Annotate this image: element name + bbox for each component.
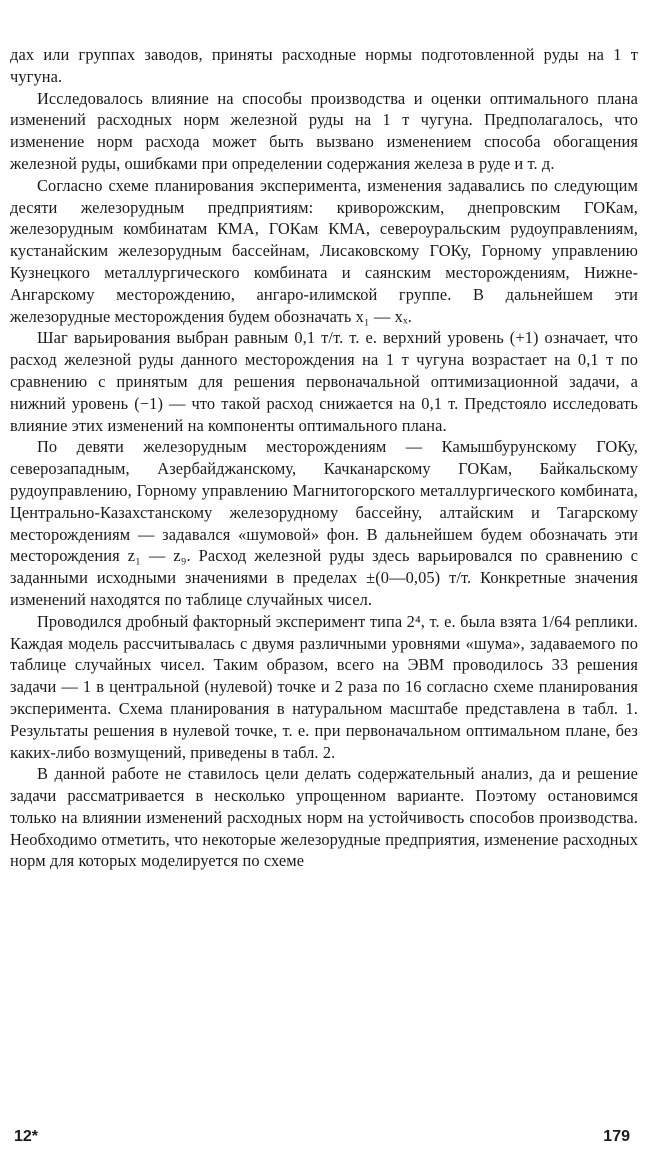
paragraph-5: По девяти железорудным месторождениям — Камышбурунскому ГОКу, северозападным, Азербайджанскому, Качканарскому ГОКам, Байкальскому рудоуправлению, Горному управлению Магнитогорского металлургического комбината, Центрально-Казахстанскому железорудному бассейну, алтайским и Тагарскому месторождениям — задавался «шумовой» фон. В дальнейшем будем обозначать эти месторождения z₁ — z₉. Расход железной руды здесь варьировался по сравнению с заданными исходными значениями в пределах ±(0—0,05) т/т. Конкретные значения изменений находятся по таблице случайных чисел.	[10, 437, 638, 609]
paragraph-1: дах или группах заводов, приняты расходные нормы подготовленной руды на 1 т чугуна.	[10, 45, 638, 86]
paragraph-4: Шаг варьирования выбран равным 0,1 т/т. т. е. верхний уровень (+1) означает, что расход железной руды данного месторождения на 1 т чугуна возрастает на 0,1 т по сравнению с принятым для решения первоначальной оптимизационной задачи, а нижний уровень (−1) — что такой расход снижается на 0,1 т. Предстояло исследовать влияние этих изменений на компоненты оптимального плана.	[10, 328, 638, 435]
paragraph-3: Согласно схеме планирования эксперимента, изменения задавались по следующим десяти железорудным предприятиям: криворожским, днепровским ГОКам, железорудным комбинатам КМА, ГОКам КМА, североуральским рудоуправлениям, кустанайским железорудным бассейнам, Лисаковскому ГОКу, Горному управлению Кузнецкого металлургического комбината и саянским месторождениям, Нижне-Ангарскому месторождению, ангаро-илимской группе. В дальнейшем эти железорудные месторождения будем обозначать x₁ — xₓ.	[10, 175, 638, 326]
page-number: 179	[603, 1128, 630, 1145]
paragraph-2: Исследовалось влияние на способы производства и оценки оптимального плана изменений расходных норм железной руды на 1 т чугуна. Предполагалось, что изменение норм расхода может быть вызвано изменением способа обогащения железной руды, ошибками при определении содержания железа в руде и т. д.	[10, 88, 638, 173]
signature-mark: 12*	[14, 1128, 39, 1145]
page-footer	[14, 1128, 630, 1146]
paragraph-7: В данной работе не ставилось цели делать содержательный анализ, да и решение задачи рассматривается в несколько упрощенном варианте. Поэтому остановимся только на влиянии изменений расходных норм на устойчивость способов производства. Необходимо отметить, что некоторые железорудные предприятия, изменение расходных норм для которых моделируется по схеме	[10, 764, 638, 871]
paragraph-6: Проводился дробный факторный эксперимент типа 2⁴, т. е. была взята 1/64 реплики. Каждая модель рассчитывалась с двумя различными уровнями «шума», задаваемого по таблице случайных чисел. Таким образом, всего на ЭВМ проводилось 33 решения задачи — 1 в центральной (нулевой) точке и 2 раза по 16 согласно схеме планирования эксперимента. Схема планирования в натуральном масштабе представлена в табл. 1. Результаты решения в нулевой точке, т. е. при первоначальном оптимальном плане, без каких-либо возмущений, приведены в табл. 2.	[10, 611, 638, 762]
